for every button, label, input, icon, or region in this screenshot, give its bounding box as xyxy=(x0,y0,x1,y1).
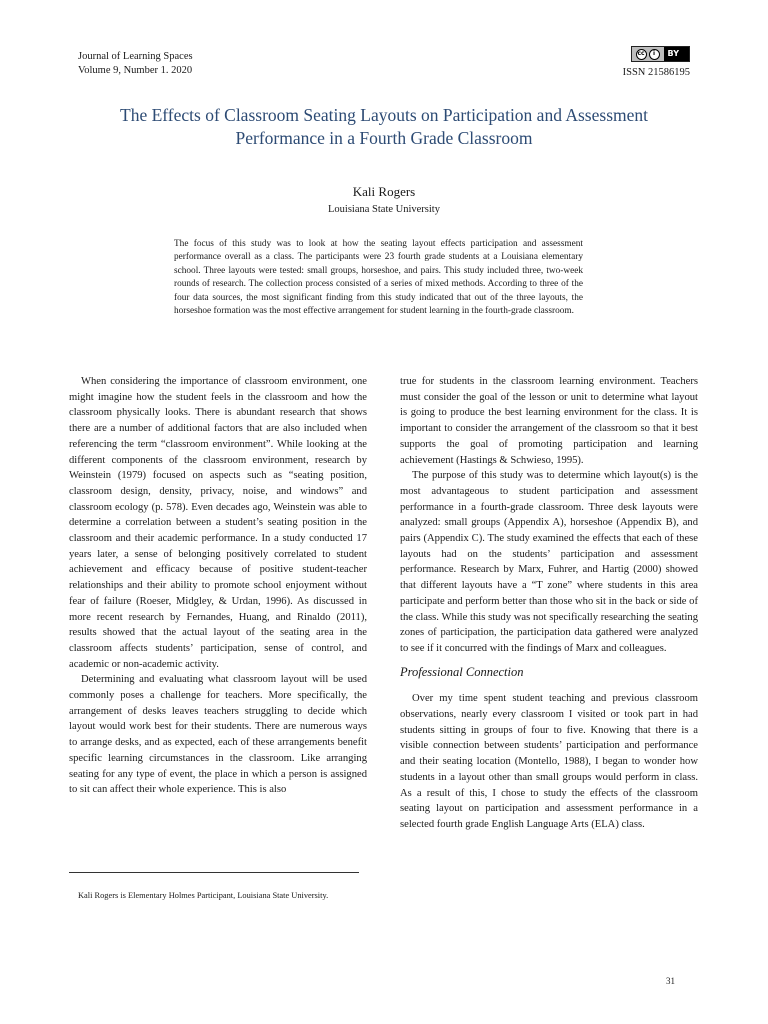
cc-license-badge[interactable] xyxy=(631,46,690,62)
journal-name: Journal of Learning Spaces xyxy=(78,51,193,62)
page-number: 31 xyxy=(666,976,675,986)
section-heading: Professional Connection xyxy=(400,664,524,679)
author-affiliation: Louisiana State University xyxy=(328,204,440,215)
body-paragraph: When considering the importance of classroom environment, one might imagine how the student feels in the classroom and how the classroom physically looks. There is abundant research that shows there are a number of additional factors that are also included when referencing the term “classroom environment”. While looking at the different components of the classroom environment, research by Weinstein (1979) focused on aspects such as “seating position, classroom design, density, privacy, noise, and windows” and classroom ecology (p. 578). Even decades ago, Weinstein was able to determine a correlation between a student’s seating position in the classroom and their academic performance. In a study conducted 17 years later, a sense of belonging positively correlated to student achievement and efficacy because of positive student-teacher relationships and their ability to promote school enjoyment without fear of failure (Roeser, Midgley, & Urdan, 1996). As discussed in more recent research by Fernandes, Huang, and Rinaldo (2011), results showed that the actual layout of the seating area in the classroom affects students’ participation, sense of control, and academic or non-academic activity. xyxy=(69,376,367,670)
body-paragraph: Determining and evaluating what classroom layout will be used commonly poses a challenge for teachers. More specifically, the arrangement of desks leaves teachers struggling to decide which layout would work best for their students. There are numerous ways to arrange desks, and as expected, each of these arrangements benefit specific learning circumstances in the classroom. Like arranging seating for any type of event, the place in which a person is assigned to sit can affect their whole experience. This is also xyxy=(69,674,367,796)
running-header xyxy=(78,50,193,78)
footnote-divider xyxy=(69,872,359,873)
body-paragraph: Over my time spent student teaching and previous classroom observations, nearly every classroom I visited or took part in had students sitting in groups of four to five. Knowing that there is a visible connection between students’ participation and performance and their seating location (Montello, 1988), I began to wonder how students in a layout other than small groups would perform in class. As a result of this, I chose to study the effects of the classroom seating layout on participation and assessment performance in a selected fourth grade English Language Arts (ELA) class. xyxy=(400,693,698,830)
body-paragraph: true for students in the classroom learning environment. Teachers must consider the goal of the lesson or unit to determine what layout is going to produce the best learning environment for the class. It is important to consider the arrangement of the classroom so that it best supports the goal of promoting participation and learning achievement (Hastings & Schwieso, 1995). xyxy=(400,376,698,466)
body-paragraph: The purpose of this study was to determine which layout(s) is the most advantageous to student participation and assessment performance in a fourth-grade classroom. Three desk layouts were analyzed: small groups (Appendix A), horseshoe (Appendix B), and pairs (Appendix C). The study examined the effects that each of these layouts had on the students’ participation and assessment performance. Research by Marx, Fuhrer, and Hartig (2000) showed that different layouts have a “T zone” where students in this area participate and perform better than those who sit in the back or side of the class. While this study was not specifically researching the seating zones of participation, the participation data gathered were analyzed to see if it concurred with the findings of Marx and colleagues. xyxy=(400,470,698,654)
cc-by-label: BY xyxy=(664,47,689,61)
issn: ISSN 21586195 xyxy=(622,67,690,78)
creative-commons-icon: cc xyxy=(636,49,647,60)
author-name: Kali Rogers xyxy=(352,184,416,199)
volume-info: Volume 9, Number 1. 2020 xyxy=(78,65,193,76)
attribution-icon: i xyxy=(649,49,660,60)
license-block xyxy=(623,46,690,80)
footnote: Kali Rogers is Elementary Holmes Participant, Louisiana State University. xyxy=(78,891,329,900)
paper-title: The Effects of Classroom Seating Layouts on Participation and Assessment Performance in a Fourth Grade Classroom xyxy=(120,105,648,148)
abstract: The focus of this study was to look at how the seating layout effects participation and assessment performance overall as a class. The participants were 23 fourth grade students at a Louisiana elementary school. Three layouts were tested: small groups, horseshoe, and pairs. This study included three, two-week rounds of research. The collection process consisted of a series of mixed methods. According to three of the four data sources, the most significant finding from this study indicated that out of the three layouts, the horseshoe formation was the most effective arrangement for student learning in the fourth-grade classroom. xyxy=(174,239,583,317)
right-column xyxy=(400,374,698,833)
left-column xyxy=(69,374,367,798)
